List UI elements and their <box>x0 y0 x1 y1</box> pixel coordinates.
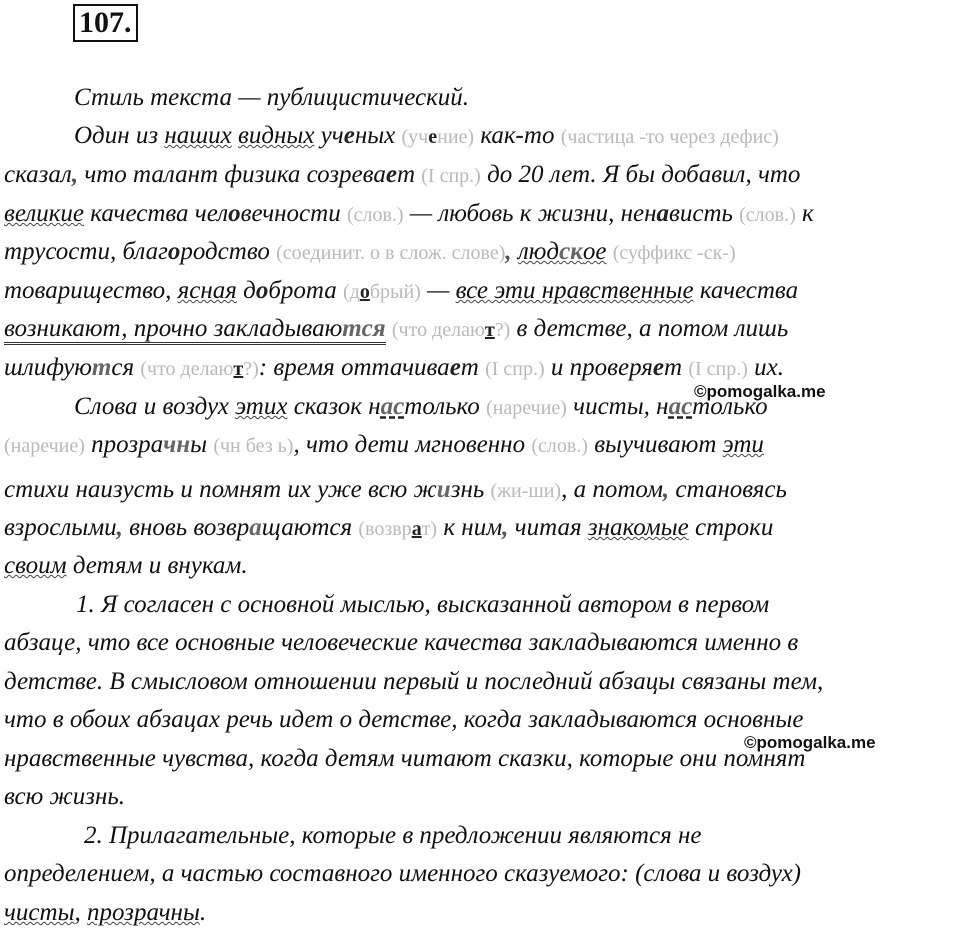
text-fragment: ое <box>582 238 607 265</box>
text-fragment: (частица -то через дефис) <box>560 126 779 148</box>
text-fragment: как <box>474 122 516 149</box>
text-fragment: брый) <box>369 281 421 303</box>
text-fragment: великие <box>4 200 85 227</box>
text-fragment: детстве. В смысловом отношении первый и последний абзацы связаны тем, <box>4 668 824 695</box>
text-fragment: строки <box>688 514 774 541</box>
text-fragment: возникают, прочно закладываю <box>4 315 342 345</box>
text-fragment: качества чел <box>84 200 229 227</box>
text-fragment: . <box>199 899 207 926</box>
text-fragment: (чн без ь) <box>213 435 294 457</box>
text-line <box>4 159 800 192</box>
text-line <box>4 198 814 231</box>
text-fragment: товарищество, <box>4 277 178 304</box>
text-fragment: их. <box>747 354 785 381</box>
text-fragment: ных <box>354 122 402 149</box>
text-fragment: трусости, благ <box>4 238 168 265</box>
text-fragment: читая <box>508 514 588 541</box>
exercise-number: 107. <box>73 4 138 42</box>
text-fragment: (I спр.) <box>688 358 748 380</box>
text-line <box>4 550 248 582</box>
text-fragment: т <box>484 319 495 341</box>
answer-2-line <box>4 897 206 929</box>
answer-1-line <box>4 743 805 775</box>
text-fragment: о <box>228 200 241 227</box>
text-fragment: т) <box>421 518 438 540</box>
text-fragment: а <box>249 514 262 541</box>
text-fragment: ы <box>190 431 214 458</box>
text-fragment: своим <box>4 552 67 579</box>
text-fragment: щаются <box>261 514 359 541</box>
text-fragment: - <box>515 122 524 149</box>
text-fragment: о <box>167 238 181 265</box>
text-fragment: т <box>233 358 244 380</box>
text-fragment: стихи наизусть и помнят их уже всю ж <box>4 476 437 503</box>
text-fragment: , а потом <box>561 476 663 503</box>
text-fragment: т <box>91 354 112 381</box>
watermark: ©pomogalka.me <box>744 733 876 752</box>
text-fragment: что в обоих абзацах речь идет о детстве, когда закладываются основные <box>4 706 804 733</box>
text-fragment: т <box>460 354 486 381</box>
text-fragment: в детстве, а потом лишь <box>510 315 789 342</box>
text-fragment: ас <box>380 393 405 420</box>
text-fragment: ся <box>111 354 141 381</box>
text-fragment: е <box>449 354 461 381</box>
text-fragment: родство <box>180 238 277 265</box>
text-fragment: (суффикс -ск-) <box>612 242 736 264</box>
text-fragment: (слов.) <box>531 435 588 457</box>
text-fragment: (слов.) <box>739 204 796 226</box>
text-fragment: 1. Я согласен с основной мыслью, высказанной автором в первом <box>76 591 770 618</box>
text-fragment: е <box>343 122 355 149</box>
text-fragment: (что делаю <box>391 319 485 341</box>
text-fragment: (д <box>343 281 360 303</box>
text-fragment: абзаце, что все основные человеческие качества закладываются именно в <box>4 629 799 656</box>
text-fragment: (наречие) <box>4 435 85 457</box>
text-fragment: то <box>523 122 561 149</box>
text-fragment: , <box>662 476 670 503</box>
text-fragment: (наречие) <box>485 397 567 419</box>
watermark: ©pomogalka.me <box>694 382 826 401</box>
text-fragment: д <box>236 277 256 304</box>
text-fragment: и <box>436 476 451 503</box>
text-fragment: взрослыми <box>4 514 117 541</box>
text-fragment: наших <box>164 122 232 149</box>
text-fragment: (слов.) <box>346 204 404 226</box>
text-fragment: : время оттачива <box>258 354 450 381</box>
text-fragment: только <box>692 393 768 420</box>
text-fragment: шлифую <box>4 354 92 381</box>
text-fragment: люд <box>517 238 560 265</box>
text-line <box>4 313 788 346</box>
text-line <box>4 236 736 269</box>
text-fragment: до 20 лет. Я бы добавил, что <box>480 161 801 188</box>
text-fragment: чисты, н <box>566 393 669 420</box>
text-fragment: , <box>74 899 88 926</box>
text-line <box>4 352 784 385</box>
text-fragment: (I спр.) <box>485 358 545 380</box>
text-fragment: (I спр.) <box>421 165 481 187</box>
text-fragment: вновь возвр <box>122 514 250 541</box>
text-fragment: что талант физика созрева <box>78 161 386 188</box>
text-fragment: к <box>795 200 814 227</box>
text-fragment: этих <box>235 393 288 420</box>
answer-1-line <box>4 704 803 736</box>
text-fragment: только <box>404 393 486 420</box>
text-fragment: прозра <box>84 431 164 458</box>
answer-2-line <box>4 858 801 890</box>
text-fragment: висть <box>669 200 740 227</box>
text-fragment: е <box>428 126 438 148</box>
text-fragment: (уч <box>401 126 429 148</box>
text-fragment: е <box>385 161 397 188</box>
text-line <box>74 120 779 153</box>
text-fragment: и проверя <box>544 354 653 381</box>
text-fragment: выучивают <box>587 431 723 458</box>
text-fragment: ясная <box>177 277 237 304</box>
text-fragment: т <box>664 354 689 381</box>
text-fragment: е <box>652 354 665 381</box>
text-fragment: брота <box>268 277 344 304</box>
answer-1-line <box>76 589 769 621</box>
answer-1-line <box>4 666 823 698</box>
text-fragment: о <box>359 281 370 303</box>
text-fragment: становясь <box>669 476 787 503</box>
text-fragment: , что дети мгновенно <box>293 431 532 458</box>
text-fragment: чн <box>163 431 191 458</box>
text-fragment: детям и внукам. <box>66 552 248 579</box>
text-fragment: ?) <box>243 358 259 380</box>
text-fragment: ск <box>559 238 583 265</box>
text-line <box>74 391 768 424</box>
text-fragment: к ним <box>437 514 503 541</box>
text-style-line <box>74 82 469 114</box>
text-fragment: — <box>420 277 456 304</box>
answer-2-line <box>84 820 701 852</box>
text-fragment: о <box>255 277 269 304</box>
answer-1-line <box>4 781 125 813</box>
text-fragment: уч <box>314 122 344 149</box>
text-fragment: а <box>656 200 669 227</box>
answer-1-line <box>4 627 798 659</box>
text-fragment: все эти нравственные <box>455 277 694 304</box>
text-fragment: а <box>411 518 422 540</box>
text-fragment: всю жизнь. <box>4 783 126 810</box>
text-line <box>4 474 787 507</box>
text-fragment: сказок н <box>287 393 381 420</box>
text-fragment: вечности <box>240 200 347 227</box>
text-fragment: нравственные чувства, когда детям читают сказки, которые они помнят <box>4 745 806 772</box>
text-fragment: (возвр <box>358 518 412 540</box>
text-fragment: ние) <box>437 126 475 148</box>
text-fragment: (жи-ши) <box>490 480 562 502</box>
text-fragment: чисты <box>4 899 75 926</box>
text-fragment: тся <box>342 315 385 345</box>
text-fragment: (соединит. о в слож. слове) <box>276 242 506 264</box>
text-fragment: Слова и воздух <box>74 393 236 420</box>
text-fragment: ас <box>668 393 693 420</box>
text-line <box>4 275 798 308</box>
text-line <box>4 429 764 462</box>
text-line <box>4 512 773 545</box>
text-fragment: определением, а частью составного именного сказуемого: (слова и воздух) <box>4 860 802 887</box>
text-fragment: знь <box>450 476 491 503</box>
text-fragment: сказал <box>4 161 72 188</box>
text-fragment: эти <box>722 431 764 458</box>
text-fragment: (что делаю <box>140 358 234 380</box>
text-fragment: , <box>71 161 79 188</box>
text-fragment: знакомые <box>587 514 689 541</box>
text-fragment: , <box>505 238 512 265</box>
text-fragment: прозрачны <box>87 899 200 926</box>
text-fragment: 2. Прилагательные, которые в предложении являются не <box>84 822 702 849</box>
text-fragment: качества <box>693 277 799 304</box>
text-fragment: видных <box>237 122 315 149</box>
text-fragment: Стиль текста — публицистический. <box>74 84 470 111</box>
text-fragment: Один из <box>74 122 165 149</box>
text-fragment: , <box>502 514 509 541</box>
text-fragment: ?) <box>494 319 511 341</box>
text-fragment: — любовь к жизни, нен <box>403 200 657 227</box>
text-fragment: , <box>116 514 123 541</box>
text-fragment: т <box>396 161 422 188</box>
